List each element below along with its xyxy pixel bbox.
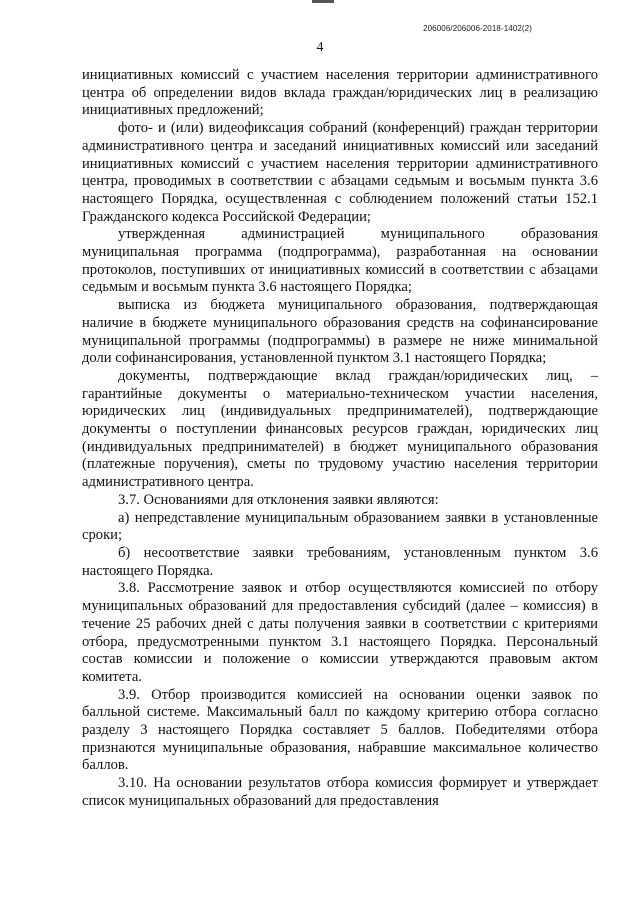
paragraph: 3.8. Рассмотрение заявок и отбор осуществляются комиссией по отбору муниципальных образований для предоставления субсидий (далее – комиссия) в течение 25 рабочих дней с даты получения заявки в соответствии с критериями отбора, предусмотренными пунктом 3.1 настоящего Порядка. Персональный состав комиссии и положение о комиссии утверждаются правовым актом комитета.	[82, 580, 598, 685]
paragraph: утвержденная администрацией муниципального образования муниципальная программа (подпрограмма), разработанная на основании протоколов, поступивших от инициативных комиссий в соответствии с абзацами седьмым и восьмым пункта 3.6 настоящего Порядка;	[82, 226, 598, 296]
paragraph: документы, подтверждающие вклад граждан/юридических лиц, – гарантийные документы о материально-техническом участии населения, юридических лиц (индивидуальных предпринимателей), подтверждающие документы о поступлении финансовых ресурсов граждан, юридических лиц (индивидуальных предпринимателей) в бюджет муниципального образования (платежные поручения), сметы по трудовому участию населения территории административного центра.	[82, 367, 598, 491]
document-body	[82, 67, 598, 811]
paragraph: 3.7. Основаниями для отклонения заявки являются:	[118, 491, 439, 508]
scan-edge-mark	[312, 0, 334, 3]
document-id: 206006/206006-2018-1402(2)	[423, 24, 532, 33]
paragraph: 3.9. Отбор производится комиссией на основании оценки заявок по балльной системе. Максимальный балл по каждому критерию отбора согласно разделу 3 настоящего Порядка составляет 5 баллов. Победителями отбора признаются муниципальные образования, набравшие максимальное количество баллов.	[82, 686, 598, 774]
paragraph: выписка из бюджета муниципального образования, подтверждающая наличие в бюджете муниципального образования средств на софинансирование муниципальной программы (подпрограммы) в размере не ниже минимальной доли софинансирования, установленной пунктом 3.1 настоящего Порядка;	[82, 297, 598, 367]
paragraph: а) непредставление муниципальным образованием заявки в установленные сроки;	[82, 509, 598, 544]
page-number: 4	[316, 40, 324, 55]
paragraph: инициативных комиссий с участием населения территории административного центра об определении видов вклада граждан/юридических лиц в реализацию инициативных предложений;	[82, 67, 598, 119]
paragraph: б) несоответствие заявки требованиям, установленным пунктом 3.6 настоящего Порядка.	[82, 544, 598, 579]
paragraph: фото- и (или) видеофиксация собраний (конференций) граждан территории административного центра и заседаний инициативных комиссий или заседаний инициативных комиссий с участием населения территории административного центра, проводимых в соответствии с абзацами седьмым и восьмым пункта 3.6 настоящего Порядка, осуществленная с соблюдением положений статьи 152.1 Гражданского кодекса Российской Федерации;	[82, 120, 598, 225]
paragraph: 3.10. На основании результатов отбора комиссия формирует и утверждает список муниципальных образований для предоставления	[82, 775, 598, 809]
